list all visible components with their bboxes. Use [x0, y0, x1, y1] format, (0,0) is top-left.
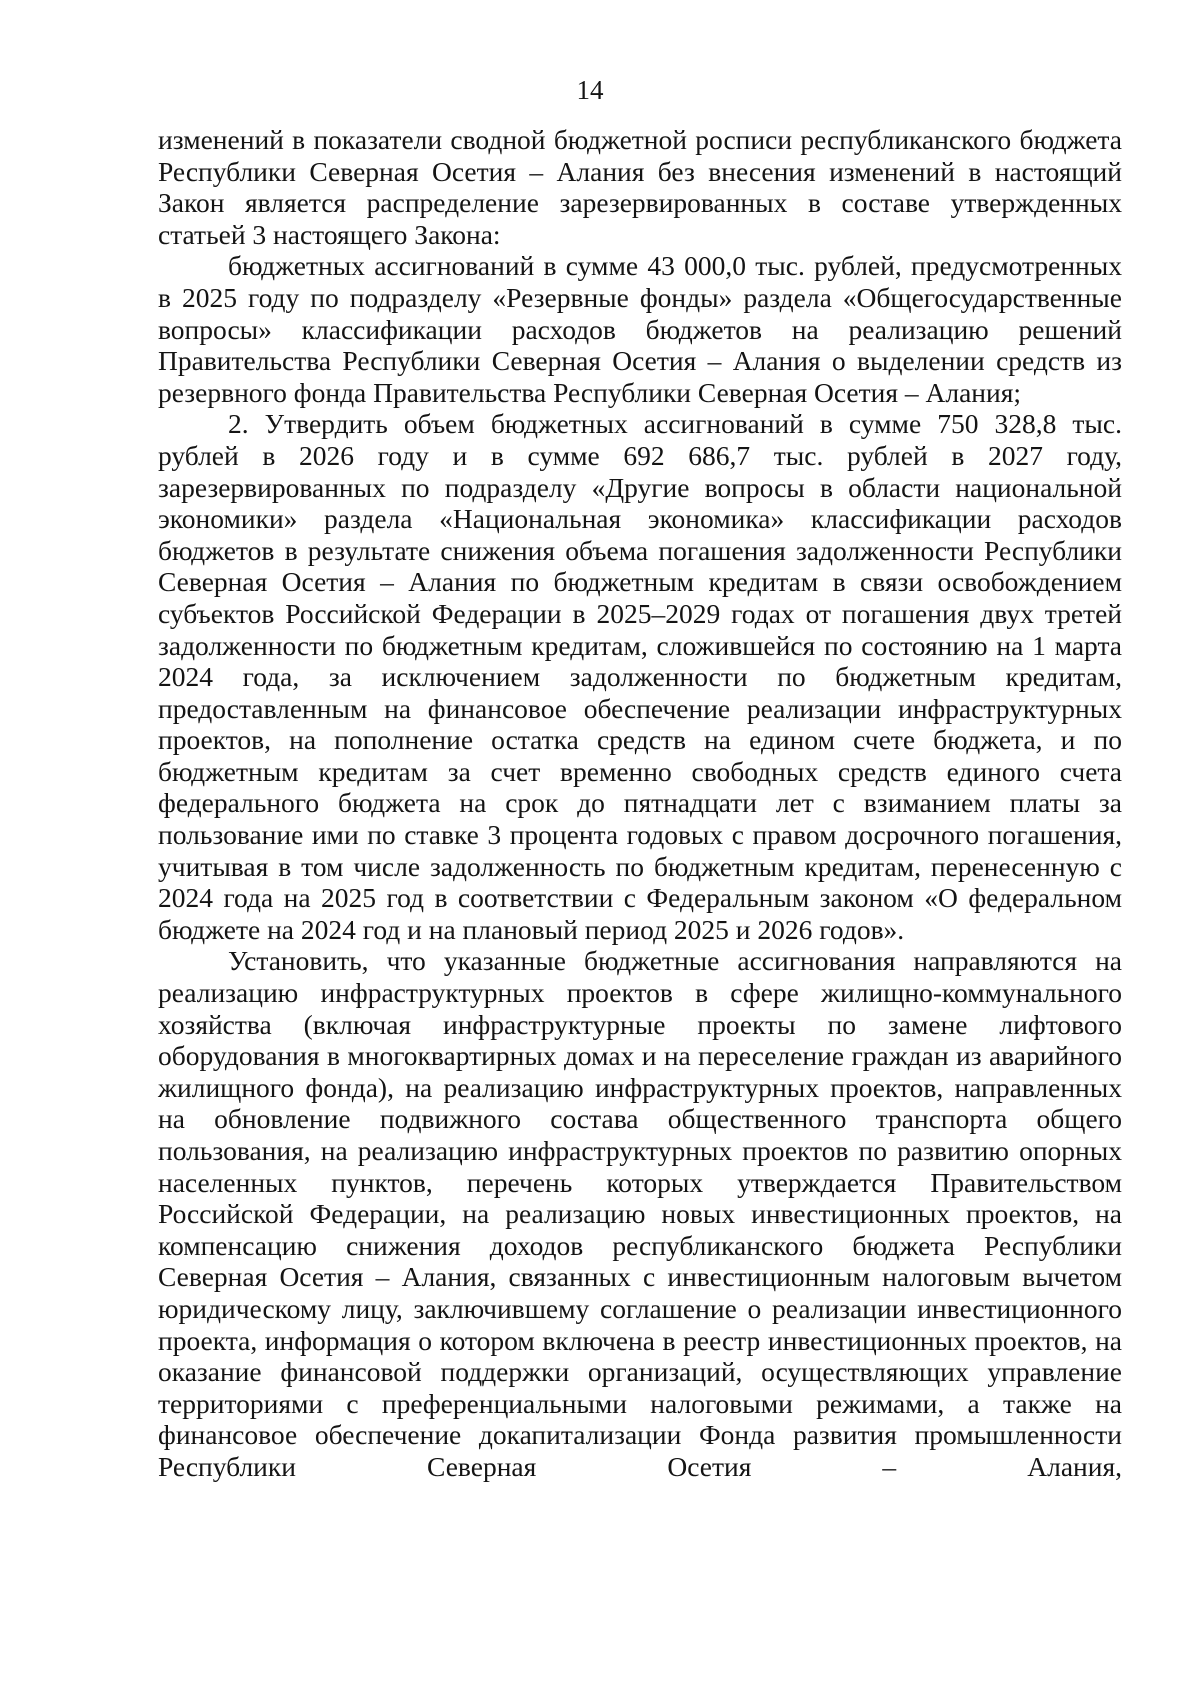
paragraph-reserve-fund: бюджетных ассигнований в сумме 43 000,0 тыс. рублей, предусмотренных в 2025 году по подразделу «Резервные фонды» раздела «Общегосударственные вопросы» классификации расходов бюджетов на реализацию решений Правительства Республики Северная Осетия – Алания о выделении средств из резервного фонда Правительства Республики Северная Осетия – Алания;	[158, 250, 1122, 408]
paragraph-establish: Установить, что указанные бюджетные ассигнования направляются на реализацию инфраструктурных проектов в сфере жилищно-коммунального хозяйства (включая инфраструктурные проекты по замене лифтового оборудования в многоквартирных домах и на переселение граждан из аварийного жилищного фонда), на реализацию инфраструктурных проектов, направленных на обновление подвижного состава общественного транспорта общего пользования, на реализацию инфраструктурных проектов по развитию опорных населенных пунктов, перечень которых утверждается Правительством Российской Федерации, на реализацию новых инвестиционных проектов, на компенсацию снижения доходов республиканского бюджета Республики Северная Осетия – Алания, связанных с инвестиционным налоговым вычетом юридическому лицу, заключившему соглашение о реализации инвестиционного проекта, информация о котором включена в реестр инвестиционных проектов, на оказание финансовой поддержки организаций, осуществляющих управление территориями с преференциальными налоговыми режимами, а также на финансовое обеспечение докапитализации Фонда развития промышленности Республики Северная Осетия – Алания,	[158, 945, 1122, 1482]
paragraph-item-2: 2. Утвердить объем бюджетных ассигнований в сумме 750 328,8 тыс. рублей в 2026 году и в сумме 692 686,7 тыс. рублей в 2027 году, зарезервированных по подразделу «Другие вопросы в области национальной экономики» раздела «Национальная экономика» классификации расходов бюджетов в результате снижения объема погашения задолженности Республики Северная Осетия – Алания по бюджетным кредитам в связи освобождением субъектов Российской Федерации в 2025–2029 годах от погашения двух третей задолженности по бюджетным кредитам, сложившейся по состоянию на 1 марта 2024 года, за исключением задолженности по бюджетным кредитам, предоставленным на финансовое обеспечение реализации инфраструктурных проектов, на пополнение остатка средств на едином счете бюджета, и по бюджетным кредитам за счет временно свободных средств единого счета федерального бюджета на срок до пятнадцати лет с взиманием платы за пользование ими по ставке 3 процента годовых с правом досрочного погашения, учитывая в том числе задолженность по бюджетным кредитам, перенесенную с 2024 года на 2025 год в соответствии с Федеральным законом «О федеральном бюджете на 2024 год и на плановый период 2025 и 2026 годов».	[158, 408, 1122, 945]
page-number: 14	[576, 75, 604, 105]
document-body	[158, 124, 1122, 1483]
paragraph-intro: изменений в показатели сводной бюджетной росписи республиканского бюджета Республики Северная Осетия – Алания без внесения изменений в настоящий Закон является распределение зарезервированных в составе утвержденных статьей 3 настоящего Закона:	[158, 124, 1122, 250]
